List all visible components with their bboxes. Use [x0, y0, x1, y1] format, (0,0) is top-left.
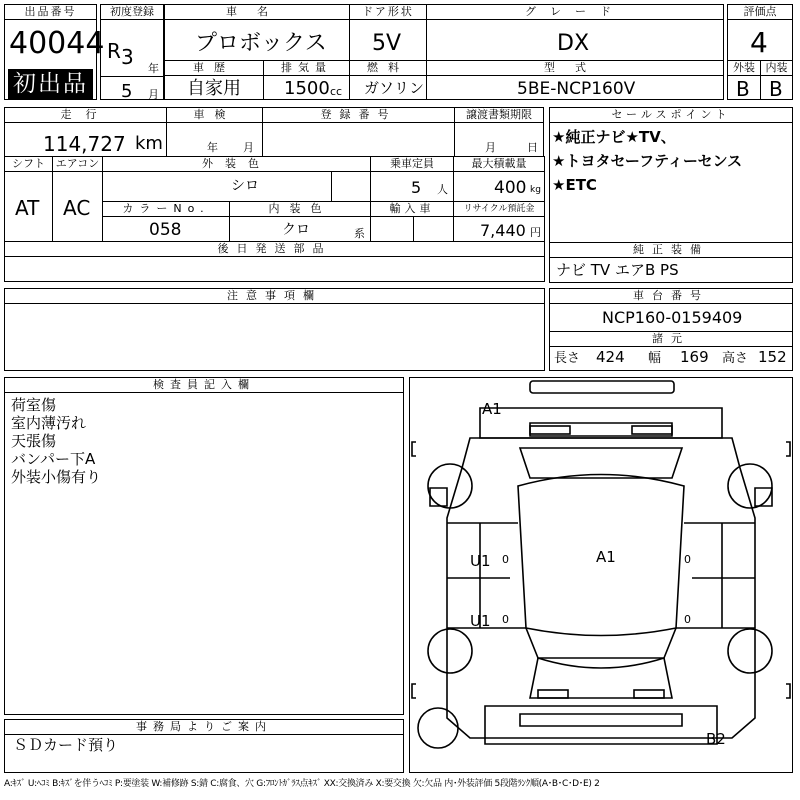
first-reg-label: 初度登録 — [101, 5, 163, 20]
grade-label: グレード — [427, 5, 723, 20]
inspector-line: 天張傷 — [11, 432, 57, 450]
load-label: 最大積載量 — [454, 157, 544, 172]
model-value: 5BE-NCP160V — [517, 79, 636, 99]
lot-box — [4, 4, 105, 100]
transfer-label: 譲渡書類期限 — [455, 108, 543, 123]
ac-label: エアコン — [53, 157, 102, 172]
load-box — [453, 156, 545, 202]
notes-label: 注意事項欄 — [5, 289, 544, 304]
shift-box — [4, 156, 53, 242]
sales-points-box — [549, 107, 793, 243]
width-label: 幅 — [648, 351, 662, 366]
int-grade-box — [760, 60, 793, 100]
recycle-label: リサイクル預託金 — [454, 202, 544, 217]
ext-grade-box — [727, 60, 761, 100]
capacity-box — [370, 156, 454, 202]
insp-month-unit: 月 — [243, 141, 254, 154]
inspector-line: 室内薄汚れ — [11, 414, 87, 432]
capacity-value: 5 — [411, 178, 422, 197]
history-value: 自家用 — [187, 78, 241, 99]
first-listing-badge: 初出品 — [8, 69, 93, 99]
equipment-label: 純正装備 — [550, 243, 792, 258]
damage-zero: 0 — [684, 613, 691, 626]
office-label: 事務局よりご案内 — [5, 720, 403, 735]
equipment-value: ナビ TV エアB PS — [556, 261, 679, 279]
sales-line: ★純正ナビ★TV、 — [552, 128, 676, 146]
damage-zero: 0 — [502, 553, 509, 566]
office-box — [4, 719, 404, 773]
capacity-unit: 人 — [437, 183, 448, 196]
ac-box — [52, 156, 103, 242]
ext-color-box — [102, 156, 371, 202]
inspector-label: 検査員記入欄 — [5, 378, 403, 393]
damage-zero: 0 — [684, 553, 691, 566]
sales-points-label: セールスポイント — [550, 108, 792, 123]
width-value: 169 — [680, 348, 709, 366]
import-label: 輸入車 — [371, 202, 453, 217]
inspection-box — [166, 107, 263, 157]
fuel-value: ガソリン — [364, 79, 425, 97]
plate-box — [262, 107, 455, 157]
displacement-box — [263, 60, 350, 100]
car-name-box — [164, 4, 350, 61]
car-name-label: 車名 — [165, 5, 349, 20]
door-label: ドア形状 — [350, 5, 426, 20]
mileage-value: 114,727 — [43, 132, 126, 156]
inspector-line: バンパー下A — [11, 450, 96, 468]
office-value: ＳＤカード預り — [13, 736, 119, 754]
color-no-box — [102, 201, 230, 242]
lot-number: 40044 — [9, 26, 105, 61]
model-label: 型式 — [427, 61, 723, 76]
recycle-value: 7,440 — [480, 221, 526, 240]
int-color-label: 内装色 — [230, 202, 370, 217]
score-value: 4 — [750, 26, 768, 59]
later-parts-box — [4, 241, 545, 282]
load-value: 400 — [494, 178, 527, 198]
fuel-box — [349, 60, 427, 100]
color-no-value: 058 — [149, 220, 182, 240]
transfer-day-unit: 日 — [527, 141, 538, 154]
sales-line: ★トヨタセーフティーセンス — [552, 152, 743, 170]
damage-mark: A1 — [482, 400, 502, 418]
damage-mark: B2 — [706, 730, 726, 748]
first-reg-box — [100, 4, 164, 100]
sales-line: ★ETC — [552, 176, 597, 194]
inspector-box — [4, 377, 404, 715]
inspector-line: 外装小傷有り — [11, 468, 102, 486]
height-value: 152 — [758, 348, 787, 366]
ext-grade: B — [736, 77, 750, 101]
fuel-label: 燃料 — [350, 61, 426, 76]
transfer-month-unit: 月 — [485, 141, 496, 154]
score-label: 評価点 — [728, 5, 792, 20]
history-box — [164, 60, 264, 100]
length-value: 424 — [596, 348, 625, 366]
import-box — [370, 201, 454, 242]
history-label: 車歴 — [165, 61, 263, 76]
chassis-label: 車台番号 — [550, 289, 792, 304]
color-no-label: カラーNo. — [103, 202, 229, 217]
displacement-value: 1500 — [284, 78, 330, 99]
mileage-unit: km — [135, 133, 163, 154]
int-label: 内装 — [761, 61, 792, 76]
later-parts-label: 後日発送部品 — [5, 242, 544, 257]
recycle-unit: 円 — [530, 226, 541, 239]
legend: A:ｷｽﾞ U:ﾍｺﾐ B:ｷｽﾞを伴うﾍｺﾐ P:要塗装 W:補修跡 S:錆 C:腐食、穴 G:ﾌﾛﾝﾄｶﾞﾗｽ点ｷｽﾞ XX:交換済み X:要交換 欠:欠品 内･外装評価 5段階ﾗﾝｸ順(A･B･C･D･E) 2 — [4, 779, 600, 789]
capacity-label: 乗車定員 — [371, 157, 453, 172]
notes-box — [4, 288, 545, 371]
mileage-box — [4, 107, 167, 157]
chassis-box — [549, 288, 793, 371]
damage-zero: 0 — [502, 613, 509, 626]
model-box — [426, 60, 724, 100]
displacement-label: 排気量 — [264, 61, 349, 76]
int-color-box — [229, 201, 371, 242]
ext-color-label: 外装色 — [103, 157, 370, 172]
score-box — [727, 4, 793, 61]
insp-year-unit: 年 — [207, 141, 218, 154]
car-outline — [410, 378, 792, 772]
month-num: 5 — [121, 81, 133, 102]
damage-mark: U1 — [470, 552, 491, 570]
inspection-label: 車検 — [167, 108, 262, 123]
damage-mark: U1 — [470, 612, 491, 630]
year-num: 3 — [121, 45, 134, 69]
month-unit: 月 — [148, 88, 159, 101]
car-name: プロボックス — [195, 31, 327, 56]
lot-label: 出品番号 — [5, 5, 96, 20]
int-color-unit: 系 — [354, 227, 365, 240]
mileage-label: 走行 — [5, 108, 166, 123]
int-grade: B — [769, 77, 783, 101]
ext-color-value: シロ — [231, 178, 259, 194]
damage-mark: A1 — [596, 548, 616, 566]
transfer-box — [454, 107, 544, 157]
plate-label: 登録番号 — [263, 108, 454, 123]
shift-value: AT — [15, 196, 40, 220]
displacement-unit: cc — [330, 85, 343, 98]
chassis-number: NCP160-0159409 — [602, 308, 743, 327]
shift-label: シフト — [5, 157, 52, 172]
int-color-value: クロ — [282, 222, 310, 238]
door-value: 5V — [372, 31, 402, 56]
grade-box — [426, 4, 724, 61]
inspector-line: 荷室傷 — [11, 396, 57, 414]
door-box — [349, 4, 427, 61]
year-unit: 年 — [148, 62, 159, 75]
load-unit: kg — [530, 185, 541, 195]
recycle-box — [453, 201, 545, 242]
height-label: 高さ — [722, 351, 749, 366]
dims-label: 諸元 — [550, 331, 792, 347]
era: R — [107, 39, 121, 63]
equipment-box — [549, 242, 793, 283]
ext-label: 外装 — [728, 61, 760, 76]
car-diagram — [409, 377, 793, 773]
length-label: 長さ — [554, 351, 581, 366]
grade-value: DX — [557, 31, 590, 56]
ac-value: AC — [63, 196, 91, 220]
